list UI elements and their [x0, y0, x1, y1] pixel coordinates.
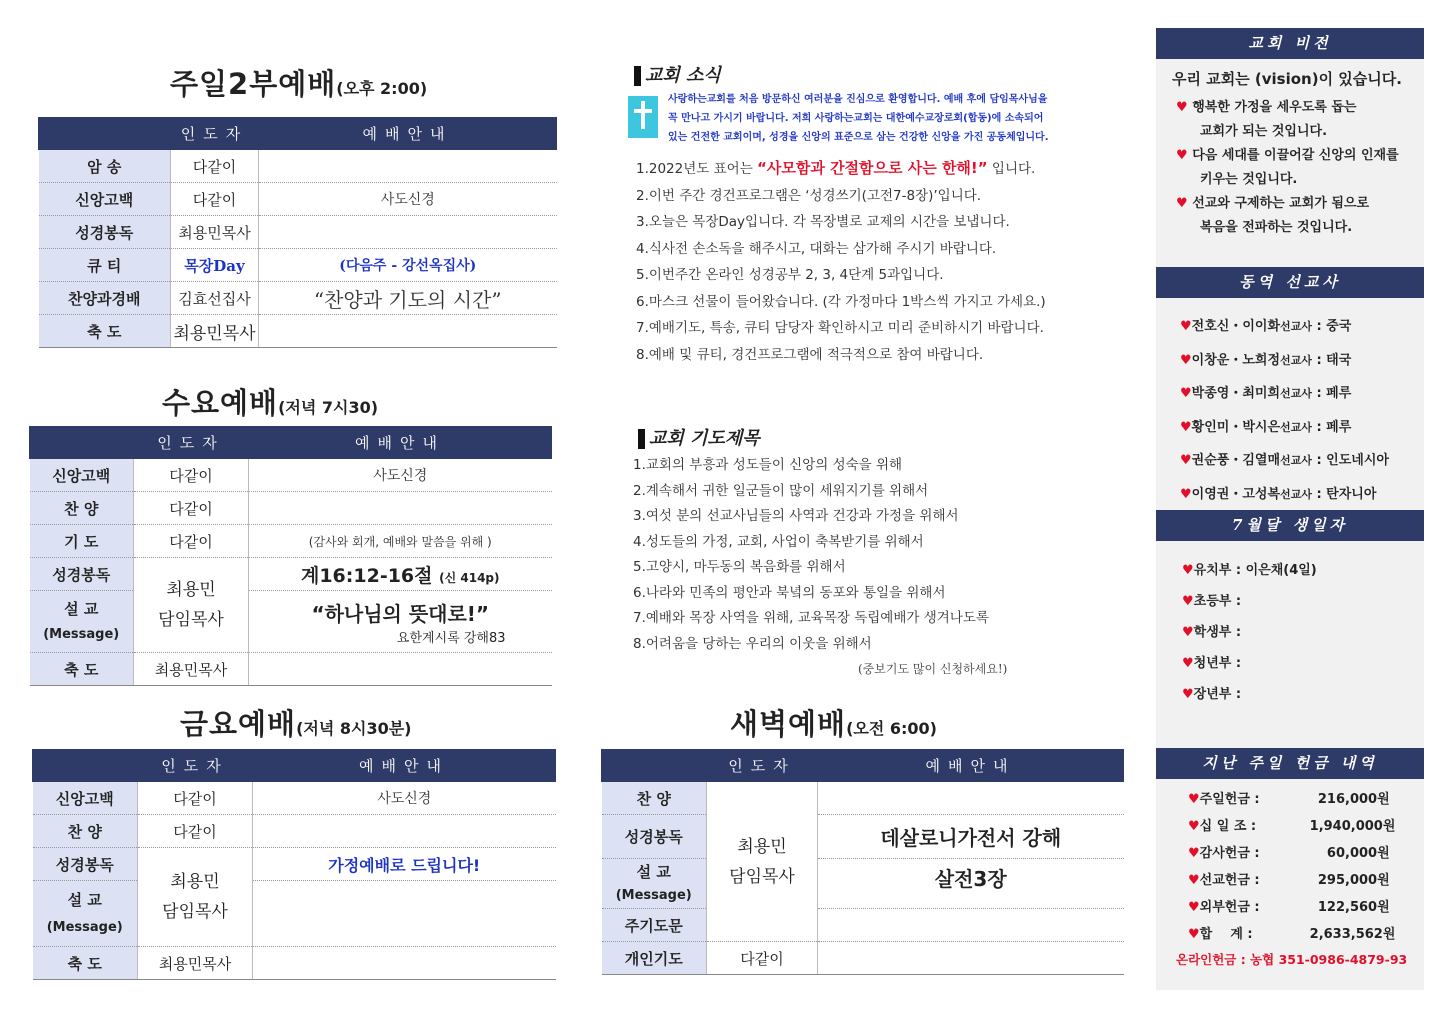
vision-line: 행복한 가정을 세우도록 돕는 [1192, 100, 1357, 115]
heart-icon: ♥ [1176, 196, 1188, 211]
heart-icon: ♥ [1180, 453, 1192, 468]
vision-list [1176, 96, 1399, 240]
wednesday-scripture [249, 558, 552, 591]
wednesday-preacher [134, 558, 249, 653]
birthday-item [1182, 555, 1317, 586]
offering-amount: 295,000원 [1317, 873, 1390, 888]
table-row [602, 815, 1124, 859]
heart-icon: ♥ [1182, 656, 1194, 671]
sermon-label: 설 교 [64, 599, 99, 618]
birthday-item [1182, 586, 1317, 617]
row-note: 사도신경 [249, 459, 552, 492]
heart-icon: ♥ [1180, 319, 1192, 334]
row-label: 신앙고백 [39, 183, 171, 216]
table-header-row [39, 118, 557, 150]
heart-icon: ♥ [1176, 100, 1188, 115]
header-blank [39, 118, 171, 150]
wednesday-time: (저녁 7시30) [278, 398, 379, 417]
scripture-page: (신 414p) [439, 570, 500, 585]
news-intro [668, 90, 1098, 147]
news-item: 6.마스크 선물이 들어왔습니다. (각 가정마다 1박스씩 가지고 가세요.) [636, 293, 1046, 310]
wednesday-table [29, 426, 552, 686]
row-label: 성경봉독 [30, 558, 134, 591]
news-item: 3.오늘은 목장Day입니다. 각 목장별로 교제의 시간을 보냅니다. [636, 214, 1010, 230]
header-leader: 인도자 [707, 750, 818, 782]
online-offering: 온라인헌금 : 농협 351-0986-4879-93 [1176, 952, 1408, 967]
row-label: 신앙고백 [33, 782, 138, 815]
missionaries-heading: 동역 선교사 [1156, 267, 1424, 298]
sermon-label: 설 교 [636, 862, 671, 881]
table-row [39, 249, 557, 282]
missionary-item [1180, 377, 1389, 411]
friday-title [180, 702, 411, 743]
sunday2-time: (오후 2:00) [336, 79, 428, 98]
heart-icon: ♥ [1180, 386, 1192, 401]
sermon-title: “하나님의 뜻대로!” [311, 601, 490, 626]
heart-icon: ♥ [1188, 873, 1200, 888]
heart-icon: ♥ [1176, 148, 1188, 163]
offering-amount: 122,560원 [1317, 900, 1390, 915]
sermon-label-en: (Message) [43, 626, 120, 642]
row-note [818, 782, 1124, 815]
vision-item [1176, 144, 1399, 168]
missionary-role: 선교사 [1280, 487, 1312, 501]
prayer-item: 4.성도들의 가정, 교회, 사업이 축복받기를 위해서 [633, 533, 924, 550]
table-row [39, 150, 557, 183]
heart-icon: ♥ [1188, 846, 1200, 861]
missionary-country: : 태국 [1316, 352, 1352, 368]
header-guide: 예배안내 [259, 118, 557, 150]
row-note [259, 216, 557, 249]
offering-label: 합 계 : [1199, 927, 1253, 942]
preacher-name: 최용민 [737, 836, 787, 857]
row-leader: 다같이 [134, 459, 249, 492]
header-blank [30, 427, 134, 459]
missionary-country: : 탄자니아 [1316, 486, 1377, 502]
row-note [259, 150, 557, 183]
header-leader: 인도자 [134, 427, 249, 459]
heading-bar [638, 429, 645, 449]
offering-amount: 1,940,000원 [1309, 819, 1396, 834]
birthday-text: 유치부 : 이은채(4일) [1193, 563, 1317, 578]
news-item: 4.식사전 손소독을 해주시고, 대화는 삼가해 주시기 바랍니다. [636, 240, 997, 257]
dawn-title-main: 새벽예배 [730, 707, 847, 741]
prayer-item: 8.어려움을 당하는 우리의 이웃을 위해서 [633, 635, 872, 652]
news-item: 2.이번 주간 경건프로그램은 ‘성경쓰기(고전7-8장)’입니다. [636, 187, 982, 204]
heart-icon: ♥ [1188, 900, 1200, 915]
row-leader: 최용민목사 [138, 947, 253, 980]
table-row [33, 881, 556, 947]
friday-title-main: 금요예배 [180, 707, 297, 741]
table-row [30, 459, 552, 492]
row-label: 성경봉독 [33, 848, 138, 881]
offering-label: 감사헌금 : [1199, 846, 1260, 861]
missionary-item [1180, 444, 1389, 478]
missionary-item [1180, 344, 1389, 378]
row-label: 축 도 [30, 653, 134, 686]
preacher-title: 담임목사 [162, 902, 228, 922]
friday-preacher [138, 848, 253, 947]
row-label: 기 도 [30, 525, 134, 558]
row-note [259, 315, 557, 348]
news-item-text: 1.2022년도 표어는 [636, 161, 758, 177]
header-leader: 인도자 [138, 750, 253, 782]
missionary-country: : 중국 [1316, 319, 1352, 334]
offering-item [1188, 921, 1396, 948]
news-intro-line: 있는 건전한 교회이며, 성경을 신앙의 표준으로 삼는 건강한 신앙을 가진 공동체입니다. [668, 132, 1049, 143]
table-row [602, 909, 1124, 942]
row-note [253, 815, 556, 848]
row-label [602, 859, 707, 909]
dawn-book: 데살로니가전서 강해 [818, 815, 1124, 859]
table-row [30, 591, 552, 653]
prayer-list [633, 453, 989, 657]
vision-intro: 우리 교회는 (vision)이 있습니다. [1172, 70, 1402, 88]
offering-label: 선교헌금 : [1199, 873, 1260, 888]
offering-item [1188, 786, 1390, 813]
header-blank [33, 750, 138, 782]
row-leader: 다같이 [171, 150, 259, 183]
heart-icon: ♥ [1188, 927, 1200, 942]
row-leader: 다같이 [138, 782, 253, 815]
friday-notice: 가정예배로 드립니다! [253, 848, 556, 881]
vision-line: 다음 세대를 이끌어갈 신앙의 인재를 [1192, 148, 1399, 163]
heart-icon: ♥ [1180, 419, 1192, 435]
header-guide: 예배안내 [818, 750, 1124, 782]
missionary-item [1180, 310, 1389, 344]
header-leader: 인도자 [171, 118, 259, 150]
heart-icon: ♥ [1188, 819, 1200, 834]
prayer-item: 2.계속해서 귀한 일군들이 많이 세워지기를 위해서 [633, 482, 929, 499]
missionary-names: 전호신・이이화 [1191, 319, 1281, 334]
heading-bar [634, 66, 641, 86]
row-note: (감사와 회개, 예배와 말씀을 위해 ) [249, 525, 552, 558]
row-note: “찬양과 기도의 시간” [259, 282, 557, 315]
sermon-series: 요한계시록 강해83 [396, 630, 506, 646]
news-list [636, 155, 1046, 368]
dawn-table [601, 749, 1124, 975]
sermon-label-en: (Message) [615, 887, 692, 903]
offering-list [1188, 786, 1396, 948]
birthday-text: 장년부 : [1193, 687, 1242, 702]
row-label [30, 591, 134, 653]
heart-icon: ♥ [1182, 563, 1194, 578]
table-row [602, 942, 1124, 975]
missionary-names: 이창운・노희정 [1191, 352, 1281, 368]
dawn-time: (오전 6:00) [846, 719, 937, 738]
sunday2-title [170, 62, 427, 103]
news-heading [634, 61, 721, 87]
row-leader: 다같이 [134, 492, 249, 525]
row-note [253, 881, 556, 947]
missionary-role: 선교사 [1280, 387, 1312, 400]
offering-item [1188, 840, 1390, 867]
offering-amount: 216,000원 [1317, 792, 1390, 807]
table-row [30, 492, 552, 525]
prayer-heading-text: 교회 기도제목 [649, 428, 760, 449]
row-label: 개인기도 [602, 942, 707, 975]
row-note: 사도신경 [253, 782, 556, 815]
row-note [249, 653, 552, 686]
header-blank [602, 750, 707, 782]
birthday-text: 청년부 : [1193, 656, 1242, 671]
vision-line: 키우는 것입니다. [1200, 172, 1298, 187]
row-label: 성경봉독 [39, 216, 171, 249]
prayer-item: 6.나라와 민족의 평안과 북녘의 동포와 통일을 위해서 [633, 584, 946, 601]
missionary-names: 황인미・박시은 [1191, 419, 1281, 435]
missionary-names: 이영권・고성복 [1191, 486, 1281, 502]
row-label: 찬 양 [33, 815, 138, 848]
row-leader: 김효선집사 [171, 282, 259, 315]
row-leader: 최용민목사 [171, 216, 259, 249]
row-label: 큐 티 [39, 249, 171, 282]
missionary-country: : 인도네시아 [1316, 453, 1389, 468]
preacher-name: 최용민 [166, 580, 216, 600]
news-item-text: 입니다. [987, 161, 1036, 177]
table-row [39, 315, 557, 348]
row-label: 주기도문 [602, 909, 707, 942]
vision-line: 교회가 되는 것입니다. [1200, 124, 1328, 139]
header-guide: 예배안내 [253, 750, 556, 782]
heart-icon: ♥ [1182, 687, 1194, 702]
header-guide: 예배안내 [249, 427, 552, 459]
row-leader: 목장Day [171, 249, 259, 282]
missionary-role: 선교사 [1280, 454, 1312, 467]
row-leader: 다같이 [171, 183, 259, 216]
heart-icon: ♥ [1180, 352, 1192, 368]
birthday-text: 학생부 : [1193, 625, 1242, 640]
birthday-text: 초등부 : [1193, 594, 1242, 609]
vision-line: 선교와 구제하는 교회가 됨으로 [1192, 196, 1370, 211]
table-header-row [602, 750, 1124, 782]
offering-label: 외부헌금 : [1199, 900, 1260, 915]
row-leader: 다같이 [707, 942, 818, 975]
birthday-list [1182, 555, 1317, 710]
table-row [30, 653, 552, 686]
offering-amount: 2,633,562원 [1309, 927, 1396, 942]
news-heading-text: 교회 소식 [645, 65, 721, 86]
dawn-preacher [707, 782, 818, 942]
vision-heading: 교회 비전 [1156, 28, 1424, 59]
birthday-item [1182, 617, 1317, 648]
preacher-name: 최용민 [170, 872, 220, 892]
missionary-names: 박종영・최미희 [1191, 386, 1281, 401]
sermon-label-en: (Message) [46, 919, 123, 935]
heart-icon: ♥ [1182, 625, 1194, 640]
row-note [249, 492, 552, 525]
table-row [30, 558, 552, 591]
missionary-country: : 페루 [1316, 386, 1352, 401]
missionary-item [1180, 478, 1389, 512]
scripture-ref: 계16:12-16절 [300, 564, 433, 587]
offering-amount: 60,000원 [1326, 846, 1390, 861]
friday-table [32, 749, 556, 980]
row-label: 신앙고백 [30, 459, 134, 492]
missionary-role: 선교사 [1280, 320, 1312, 333]
table-row [39, 183, 557, 216]
news-intro-line: 꼭 만나고 가시기 바랍니다. 저희 사랑하는교회는 대한예수교장로회(합동)에 소속되어 [668, 113, 1044, 124]
preacher-title: 담임목사 [729, 866, 795, 887]
row-label: 성경봉독 [602, 815, 707, 859]
missionary-country: : 페루 [1316, 419, 1352, 435]
table-row [33, 848, 556, 881]
heart-icon: ♥ [1180, 486, 1192, 502]
table-row [33, 815, 556, 848]
news-intro-line: 사랑하는교회를 처음 방문하신 여러분을 진심으로 환영합니다. 예배 후에 담임목사님을 [668, 94, 1048, 105]
missionary-role: 선교사 [1280, 353, 1312, 367]
wednesday-sermon [249, 591, 552, 653]
offering-label: 십 일 조 : [1199, 819, 1257, 834]
prayer-item: 7.예배와 목장 사역을 위해, 교육목장 독립예배가 생겨나도록 [633, 610, 989, 626]
wednesday-title-main: 수요예배 [162, 386, 279, 420]
offering-label: 주일헌금 : [1199, 792, 1260, 807]
table-header-row [30, 427, 552, 459]
prayer-item: 1.교회의 부흥과 성도들이 신앙의 성숙을 위해 [633, 457, 903, 473]
news-item: 5.이번주간 온라인 성경공부 2, 3, 4단계 5과입니다. [636, 267, 944, 283]
dawn-title [730, 702, 937, 743]
row-label: 암 송 [39, 150, 171, 183]
news-motto: “사모함과 간절함으로 사는 한해!” [757, 159, 988, 177]
row-note: 사도신경 [259, 183, 557, 216]
missionary-list [1180, 310, 1389, 511]
offering-item [1188, 813, 1396, 840]
birthdays-heading: 7월달 생일자 [1156, 510, 1424, 541]
row-note [818, 909, 1124, 942]
vision-item [1176, 192, 1399, 216]
row-leader: 다같이 [138, 815, 253, 848]
table-header-row [33, 750, 556, 782]
table-row [602, 859, 1124, 909]
missionary-role: 선교사 [1280, 420, 1312, 434]
news-item: 8.예배 및 큐티, 경건프로그램에 적극적으로 참여 바랍니다. [636, 346, 984, 363]
friday-time: (저녁 8시30분) [296, 719, 412, 738]
birthday-item [1182, 679, 1317, 710]
row-label: 축 도 [39, 315, 171, 348]
sunday2-title-main: 주일2부예배 [170, 67, 337, 101]
row-leader: 다같이 [134, 525, 249, 558]
dawn-chapter: 살전3장 [818, 859, 1124, 909]
offering-heading: 지난 주일 헌금 내역 [1156, 748, 1424, 779]
table-row [30, 525, 552, 558]
preacher-title: 담임목사 [158, 610, 224, 630]
table-row [33, 782, 556, 815]
prayer-footnote: (중보기도 많이 신청하세요!) [858, 662, 1008, 676]
prayer-item: 5.고양시, 마두동의 복음화를 위해서 [633, 559, 846, 575]
prayer-item: 3.여섯 분의 선교사님들의 사역과 건강과 가정을 위해서 [633, 508, 959, 524]
offering-item [1188, 894, 1390, 921]
row-label [33, 881, 138, 947]
sermon-label: 설 교 [67, 890, 102, 909]
missionary-names: 권순풍・김열매 [1191, 453, 1281, 468]
row-label: 축 도 [33, 947, 138, 980]
heart-icon: ♥ [1182, 594, 1194, 609]
birthday-item [1182, 648, 1317, 679]
row-note [253, 947, 556, 980]
row-leader: 최용민목사 [171, 315, 259, 348]
table-row [602, 782, 1124, 815]
table-row [39, 216, 557, 249]
sunday2-table [38, 117, 557, 348]
row-leader: 최용민목사 [134, 653, 249, 686]
wednesday-title [162, 381, 378, 422]
prayer-heading [638, 424, 760, 450]
table-row [33, 947, 556, 980]
table-row [39, 282, 557, 315]
vision-item [1176, 96, 1399, 120]
offering-item [1188, 867, 1390, 894]
news-item: 7.예배기도, 특송, 큐티 담당자 확인하시고 미리 준비하시기 바랍니다. [636, 320, 1044, 336]
news-item [636, 155, 1046, 183]
cross-icon [628, 96, 658, 138]
missionary-item [1180, 411, 1389, 445]
row-label: 찬양과경배 [39, 282, 171, 315]
heart-icon: ♥ [1188, 792, 1200, 807]
row-note: (다음주 - 강선옥집사) [259, 249, 557, 282]
row-label: 찬 양 [30, 492, 134, 525]
vision-line: 복음을 전파하는 것입니다. [1200, 220, 1353, 235]
row-label: 찬 양 [602, 782, 707, 815]
row-note [818, 942, 1124, 975]
